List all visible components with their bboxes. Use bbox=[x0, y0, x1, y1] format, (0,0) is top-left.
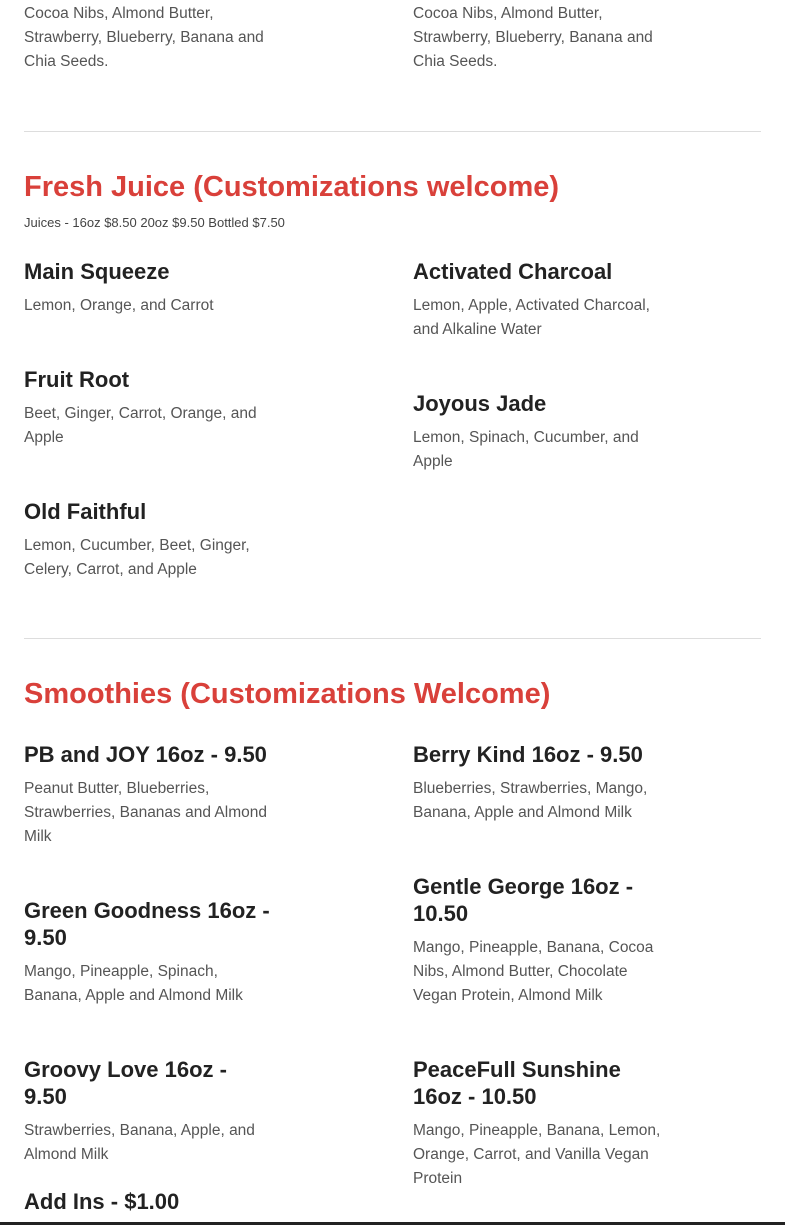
item-description: Mango, Pineapple, Banana, Cocoa Nibs, Almond Butter, Chocolate Vegan Protein, Almond Milk bbox=[413, 939, 654, 1004]
menu-item bbox=[413, 873, 663, 1008]
menu-item bbox=[24, 498, 274, 582]
item-title: Gentle George 16oz - 10.50 bbox=[413, 874, 634, 926]
juice-price-note: Juices - 16oz $8.50 20oz $9.50 Bottled $7.50 bbox=[24, 215, 285, 230]
item-description: Strawberries, Banana, Apple, and Almond Milk bbox=[24, 1122, 255, 1163]
menu-item bbox=[413, 741, 663, 825]
item-description: Blueberries, Strawberries, Mango, Banana, Apple and Almond Milk bbox=[413, 780, 648, 821]
menu-item bbox=[24, 741, 274, 849]
item-description: Lemon, Orange, and Carrot bbox=[24, 297, 214, 314]
menu-item bbox=[24, 258, 274, 318]
section-divider bbox=[24, 638, 761, 639]
item-title: PeaceFull Sunshine 16oz - 10.50 bbox=[413, 1057, 621, 1109]
menu-item bbox=[24, 897, 274, 1008]
item-description: Lemon, Cucumber, Beet, Ginger, Celery, Carrot, and Apple bbox=[24, 537, 250, 578]
smoothies-section-heading: Smoothies (Customizations Welcome) bbox=[24, 678, 551, 710]
item-description: Mango, Pineapple, Banana, Lemon, Orange, Carrot, and Vanilla Vegan Protein bbox=[413, 1122, 661, 1187]
section-divider bbox=[24, 131, 761, 132]
item-title: Berry Kind 16oz - 9.50 bbox=[413, 742, 643, 767]
menu-item bbox=[413, 390, 663, 474]
item-title: Old Faithful bbox=[24, 499, 147, 524]
menu-item bbox=[24, 366, 274, 450]
item-description: Lemon, Apple, Activated Charcoal, and Alkaline Water bbox=[413, 297, 650, 338]
menu-item-top-right bbox=[413, 2, 663, 74]
item-title: Fruit Root bbox=[24, 367, 130, 392]
menu-item bbox=[413, 258, 663, 342]
item-description: Lemon, Spinach, Cucumber, and Apple bbox=[413, 429, 639, 470]
item-title: Groovy Love 16oz - 9.50 bbox=[24, 1057, 227, 1109]
menu-item bbox=[413, 1056, 663, 1191]
item-title: Add Ins - $1.00 bbox=[24, 1189, 180, 1214]
item-title: Green Goodness 16oz - 9.50 bbox=[24, 898, 270, 950]
item-description: Mango, Pineapple, Spinach, Banana, Apple and Almond Milk bbox=[24, 963, 243, 1004]
menu-item bbox=[24, 1056, 274, 1167]
item-description: Peanut Butter, Blueberries, Strawberries, Bananas and Almond Milk bbox=[24, 780, 267, 845]
item-title: Main Squeeze bbox=[24, 259, 170, 284]
item-title: PB and JOY 16oz - 9.50 bbox=[24, 742, 267, 767]
item-description: Cocoa Nibs, Almond Butter, Strawberry, Blueberry, Banana and Chia Seeds. bbox=[24, 5, 264, 70]
item-title: Activated Charcoal bbox=[413, 259, 613, 284]
menu-item-top-left bbox=[24, 2, 274, 74]
item-description: Cocoa Nibs, Almond Butter, Strawberry, Blueberry, Banana and Chia Seeds. bbox=[413, 5, 653, 70]
item-title: Joyous Jade bbox=[413, 391, 547, 416]
juice-section-heading: Fresh Juice (Customizations welcome) bbox=[24, 171, 560, 203]
item-description: Beet, Ginger, Carrot, Orange, and Apple bbox=[24, 405, 257, 446]
menu-item-addins bbox=[24, 1188, 274, 1215]
